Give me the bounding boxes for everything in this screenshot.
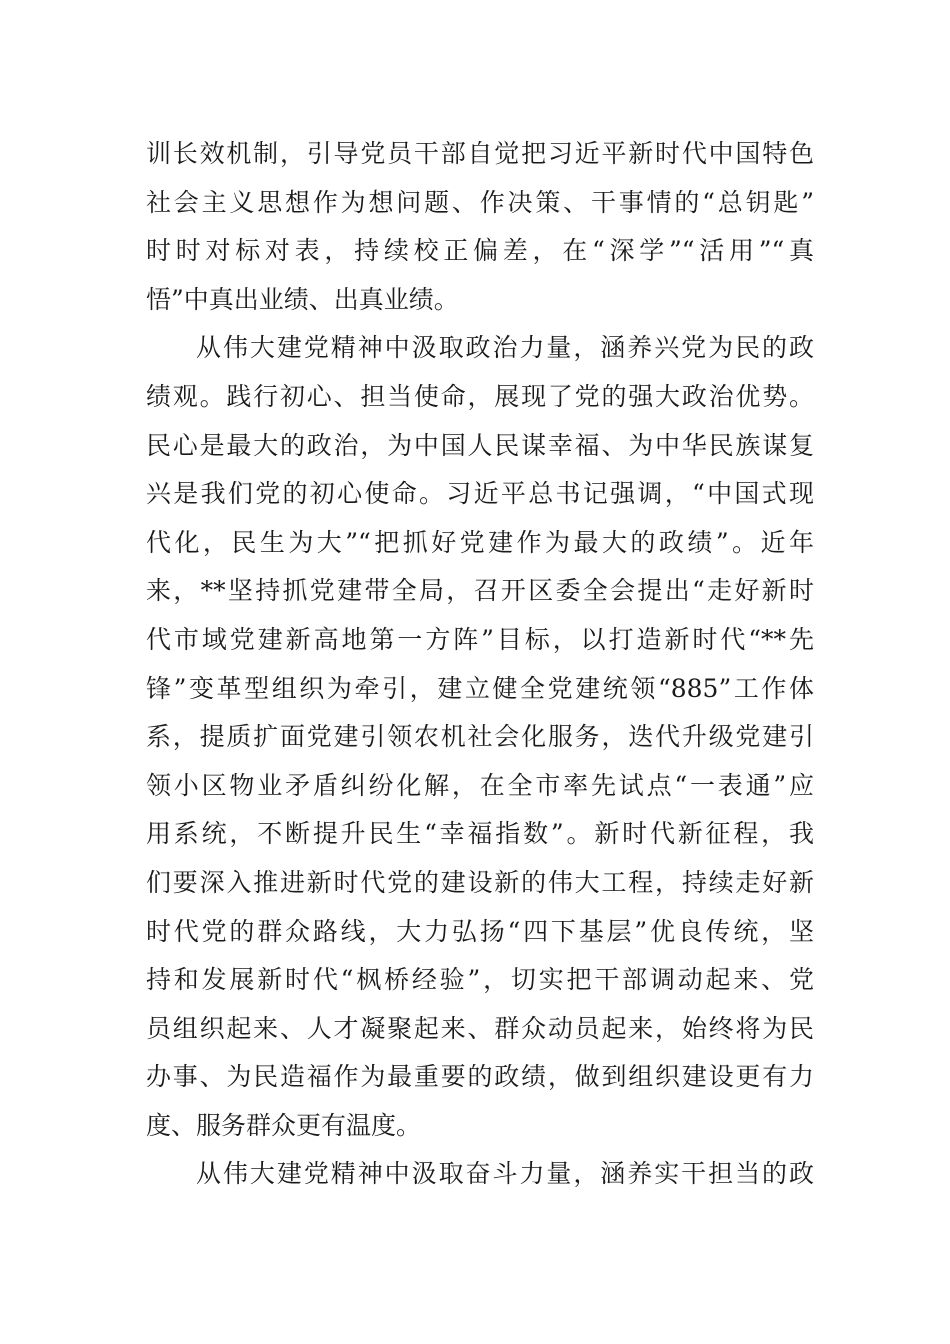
text-line: 员组织起来、人才凝聚起来、群众动员起来，始终将为民 bbox=[146, 1013, 814, 1043]
body-text bbox=[146, 130, 814, 1199]
text-line: 时时对标对表，持续校正偏差，在“深学”“活用”“真 bbox=[146, 236, 814, 266]
text-line: 们要深入推进新时代党的建设新的伟大工程，持续走好新 bbox=[146, 867, 814, 897]
text-line: 社会主义思想作为想问题、作决策、干事情的“总钥匙” bbox=[146, 187, 814, 217]
paragraph bbox=[146, 324, 814, 1150]
paragraph bbox=[146, 1150, 814, 1199]
text-line: 训长效机制，引导党员干部自觉把习近平新时代中国特色 bbox=[146, 139, 814, 168]
text-line: 系，提质扩面党建引领农机社会化服务，迭代升级党建引 bbox=[146, 722, 814, 752]
text-line: 用系统，不断提升民生“幸福指数”。新时代新征程，我 bbox=[146, 819, 814, 849]
text-line: 办事、为民造福作为最重要的政绩，做到组织建设更有力 bbox=[146, 1062, 814, 1092]
text-line: 锋”变革型组织为牵引，建立健全党建统领“885”工作体 bbox=[146, 673, 814, 703]
text-line: 悟”中真出业绩、出真业绩。 bbox=[146, 284, 459, 314]
text-line: 兴是我们党的初心使命。习近平总书记强调，“中国式现 bbox=[146, 479, 814, 509]
paragraph bbox=[146, 130, 814, 324]
text-line: 领小区物业矛盾纠纷化解，在全市率先试点“一表通”应 bbox=[146, 770, 814, 800]
text-line: 绩观。践行初心、担当使命，展现了党的强大政治优势。 bbox=[146, 381, 814, 411]
text-line: 时代党的群众路线，大力弘扬“四下基层”优良传统，坚 bbox=[146, 916, 814, 946]
text-line: 代市域党建新高地第一方阵”目标，以打造新时代“**先 bbox=[146, 624, 814, 654]
text-line: 民心是最大的政治，为中国人民谋幸福、为中华民族谋复 bbox=[146, 430, 814, 460]
text-line: 代化，民生为大”“把抓好党建作为最大的政绩”。近年 bbox=[146, 527, 814, 557]
text-line: 从伟大建党精神中汲取奋斗力量，涵养实干担当的政 bbox=[196, 1159, 814, 1189]
text-line: 从伟大建党精神中汲取政治力量，涵养兴党为民的政 bbox=[196, 333, 814, 363]
text-line: 度、服务群众更有温度。 bbox=[146, 1110, 422, 1140]
text-line: 持和发展新时代“枫桥经验”，切实把干部调动起来、党 bbox=[146, 965, 814, 995]
text-line: 来，**坚持抓党建带全局，召开区委全会提出“走好新时 bbox=[146, 576, 814, 606]
